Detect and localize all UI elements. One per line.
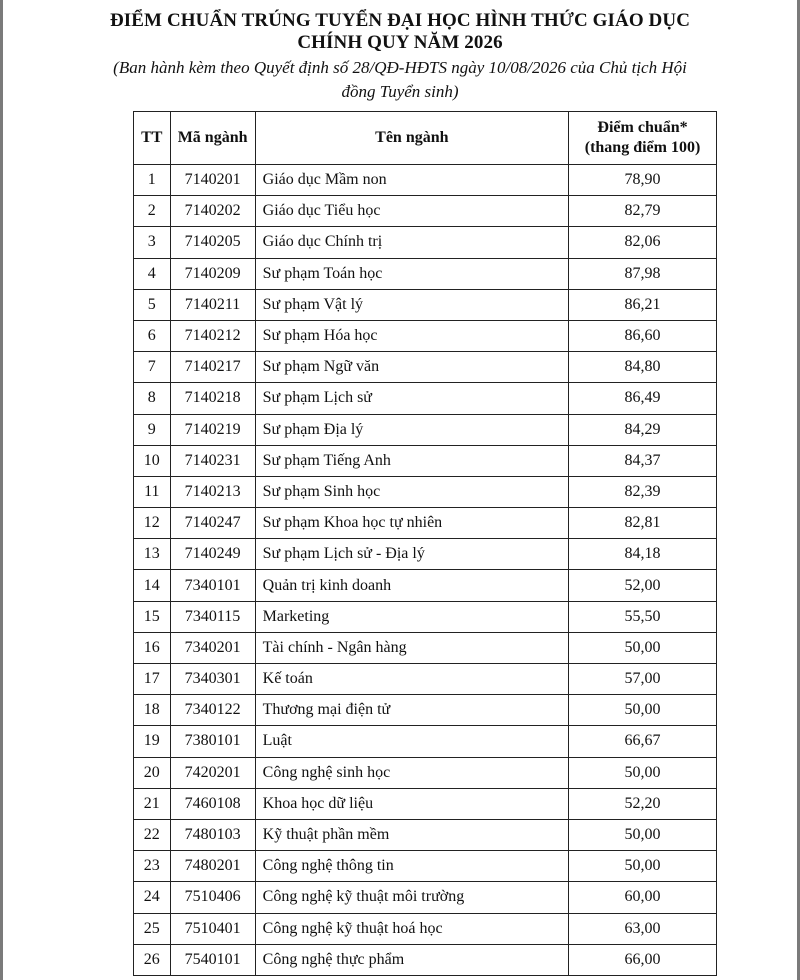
- cell-tt: 18: [134, 695, 171, 726]
- table-row: [134, 414, 717, 445]
- document-title-line-1: ĐIỂM CHUẨN TRÚNG TUYỂN ĐẠI HỌC HÌNH THỨC GIÁO DỤC: [109, 10, 691, 31]
- cell-score: 84,80: [569, 352, 717, 383]
- table-row: [134, 539, 717, 570]
- cell-score: 52,00: [569, 570, 717, 601]
- cell-name: Giáo dục Mầm non: [255, 165, 568, 196]
- table-body: [134, 165, 717, 976]
- cell-code: 7340301: [170, 664, 255, 695]
- cell-code: 7540101: [170, 944, 255, 975]
- cell-name: Sư phạm Lịch sử: [255, 383, 568, 414]
- admission-score-table: [133, 111, 717, 976]
- cell-score: 63,00: [569, 913, 717, 944]
- cell-name: Sư phạm Vật lý: [255, 289, 568, 320]
- cell-code: 7480103: [170, 819, 255, 850]
- cell-name: Sư phạm Sinh học: [255, 476, 568, 507]
- table-row: [134, 352, 717, 383]
- cell-score: 86,49: [569, 383, 717, 414]
- cell-name: Kỹ thuật phần mềm: [255, 819, 568, 850]
- cell-score: 84,37: [569, 445, 717, 476]
- cell-code: 7510406: [170, 882, 255, 913]
- table-row: [134, 289, 717, 320]
- cell-tt: 11: [134, 476, 171, 507]
- cell-code: 7510401: [170, 913, 255, 944]
- cell-name: Sư phạm Ngữ văn: [255, 352, 568, 383]
- cell-code: 7460108: [170, 788, 255, 819]
- column-header-score: [569, 112, 717, 165]
- cell-name: Sư phạm Lịch sử - Địa lý: [255, 539, 568, 570]
- cell-tt: 20: [134, 757, 171, 788]
- cell-code: 7140209: [170, 258, 255, 289]
- cell-tt: 6: [134, 320, 171, 351]
- document-title-line-2: CHÍNH QUY NĂM 2026: [297, 32, 503, 53]
- cell-code: 7140219: [170, 414, 255, 445]
- cell-name: Giáo dục Chính trị: [255, 227, 568, 258]
- cell-tt: 16: [134, 632, 171, 663]
- cell-tt: 25: [134, 913, 171, 944]
- cell-score: 78,90: [569, 165, 717, 196]
- cell-score: 55,50: [569, 601, 717, 632]
- cell-score: 87,98: [569, 258, 717, 289]
- cell-tt: 3: [134, 227, 171, 258]
- cell-score: 50,00: [569, 757, 717, 788]
- cell-code: 7340115: [170, 601, 255, 632]
- cell-tt: 8: [134, 383, 171, 414]
- column-header-name: Tên ngành: [255, 112, 568, 165]
- cell-tt: 14: [134, 570, 171, 601]
- table-row: [134, 851, 717, 882]
- table-row: [134, 165, 717, 196]
- cell-tt: 5: [134, 289, 171, 320]
- cell-name: Quản trị kinh doanh: [255, 570, 568, 601]
- column-header-score-scale: (thang điểm 100): [584, 139, 701, 156]
- cell-tt: 23: [134, 851, 171, 882]
- cell-code: 7140205: [170, 227, 255, 258]
- cell-score: 84,29: [569, 414, 717, 445]
- cell-name: Sư phạm Tiếng Anh: [255, 445, 568, 476]
- cell-score: 86,21: [569, 289, 717, 320]
- cell-name: Tài chính - Ngân hàng: [255, 632, 568, 663]
- cell-code: 7140217: [170, 352, 255, 383]
- table-row: [134, 476, 717, 507]
- cell-tt: 7: [134, 352, 171, 383]
- cell-score: 50,00: [569, 851, 717, 882]
- document-subtitle-line-2: đồng Tuyển sinh): [341, 82, 459, 101]
- cell-score: 50,00: [569, 819, 717, 850]
- cell-tt: 15: [134, 601, 171, 632]
- cell-name: Công nghệ thực phẩm: [255, 944, 568, 975]
- table-row: [134, 882, 717, 913]
- cell-name: Khoa học dữ liệu: [255, 788, 568, 819]
- cell-name: Sư phạm Địa lý: [255, 414, 568, 445]
- cell-tt: 12: [134, 508, 171, 539]
- cell-name: Sư phạm Khoa học tự nhiên: [255, 508, 568, 539]
- cell-code: 7140211: [170, 289, 255, 320]
- table-row: [134, 508, 717, 539]
- table-row: [134, 757, 717, 788]
- cell-name: Sư phạm Hóa học: [255, 320, 568, 351]
- table-header-row: [134, 112, 717, 165]
- cell-tt: 9: [134, 414, 171, 445]
- document-header: [0, 10, 800, 102]
- cell-tt: 26: [134, 944, 171, 975]
- cell-code: 7140231: [170, 445, 255, 476]
- page-border-left: [0, 0, 3, 980]
- cell-score: 66,67: [569, 726, 717, 757]
- cell-score: 50,00: [569, 632, 717, 663]
- cell-code: 7340101: [170, 570, 255, 601]
- table-row: [134, 196, 717, 227]
- cell-code: 7480201: [170, 851, 255, 882]
- cell-code: 7140202: [170, 196, 255, 227]
- cell-code: 7140249: [170, 539, 255, 570]
- table-row: [134, 913, 717, 944]
- cell-code: 7420201: [170, 757, 255, 788]
- cell-score: 57,00: [569, 664, 717, 695]
- cell-name: Luật: [255, 726, 568, 757]
- cell-name: Sư phạm Toán học: [255, 258, 568, 289]
- cell-score: 50,00: [569, 695, 717, 726]
- cell-code: 7140247: [170, 508, 255, 539]
- cell-name: Công nghệ kỹ thuật hoá học: [255, 913, 568, 944]
- table-row: [134, 819, 717, 850]
- table-row: [134, 320, 717, 351]
- cell-tt: 1: [134, 165, 171, 196]
- cell-name: Công nghệ sinh học: [255, 757, 568, 788]
- cell-tt: 21: [134, 788, 171, 819]
- table-row: [134, 258, 717, 289]
- cell-name: Công nghệ thông tin: [255, 851, 568, 882]
- table-row: [134, 695, 717, 726]
- table-row: [134, 570, 717, 601]
- cell-code: 7140213: [170, 476, 255, 507]
- column-header-score-title: Điểm chuẩn*: [597, 119, 688, 136]
- cell-score: 82,06: [569, 227, 717, 258]
- cell-tt: 19: [134, 726, 171, 757]
- cell-name: Thương mại điện tử: [255, 695, 568, 726]
- table-row: [134, 227, 717, 258]
- cell-score: 86,60: [569, 320, 717, 351]
- column-header-tt: TT: [134, 112, 171, 165]
- cell-name: Marketing: [255, 601, 568, 632]
- cell-score: 82,79: [569, 196, 717, 227]
- table-row: [134, 944, 717, 975]
- table-row: [134, 601, 717, 632]
- table-row: [134, 445, 717, 476]
- cell-tt: 13: [134, 539, 171, 570]
- cell-score: 52,20: [569, 788, 717, 819]
- cell-tt: 22: [134, 819, 171, 850]
- cell-tt: 10: [134, 445, 171, 476]
- cell-name: Giáo dục Tiểu học: [255, 196, 568, 227]
- cell-code: 7140201: [170, 165, 255, 196]
- cell-tt: 24: [134, 882, 171, 913]
- cell-score: 84,18: [569, 539, 717, 570]
- cell-score: 82,81: [569, 508, 717, 539]
- cell-name: Kế toán: [255, 664, 568, 695]
- column-header-code: Mã ngành: [170, 112, 255, 165]
- table-row: [134, 383, 717, 414]
- cell-score: 82,39: [569, 476, 717, 507]
- cell-code: 7140218: [170, 383, 255, 414]
- table-row: [134, 788, 717, 819]
- cell-name: Công nghệ kỹ thuật môi trường: [255, 882, 568, 913]
- table-row: [134, 632, 717, 663]
- cell-tt: 2: [134, 196, 171, 227]
- cell-code: 7340122: [170, 695, 255, 726]
- cell-score: 66,00: [569, 944, 717, 975]
- cell-score: 60,00: [569, 882, 717, 913]
- table-row: [134, 664, 717, 695]
- cell-code: 7380101: [170, 726, 255, 757]
- cell-tt: 17: [134, 664, 171, 695]
- cell-tt: 4: [134, 258, 171, 289]
- cell-code: 7340201: [170, 632, 255, 663]
- cell-code: 7140212: [170, 320, 255, 351]
- document-subtitle-line-1: (Ban hành kèm theo Quyết định số 28/QĐ-HĐTS ngày 10/08/2026 của Chủ tịch Hội: [113, 58, 687, 77]
- table-row: [134, 726, 717, 757]
